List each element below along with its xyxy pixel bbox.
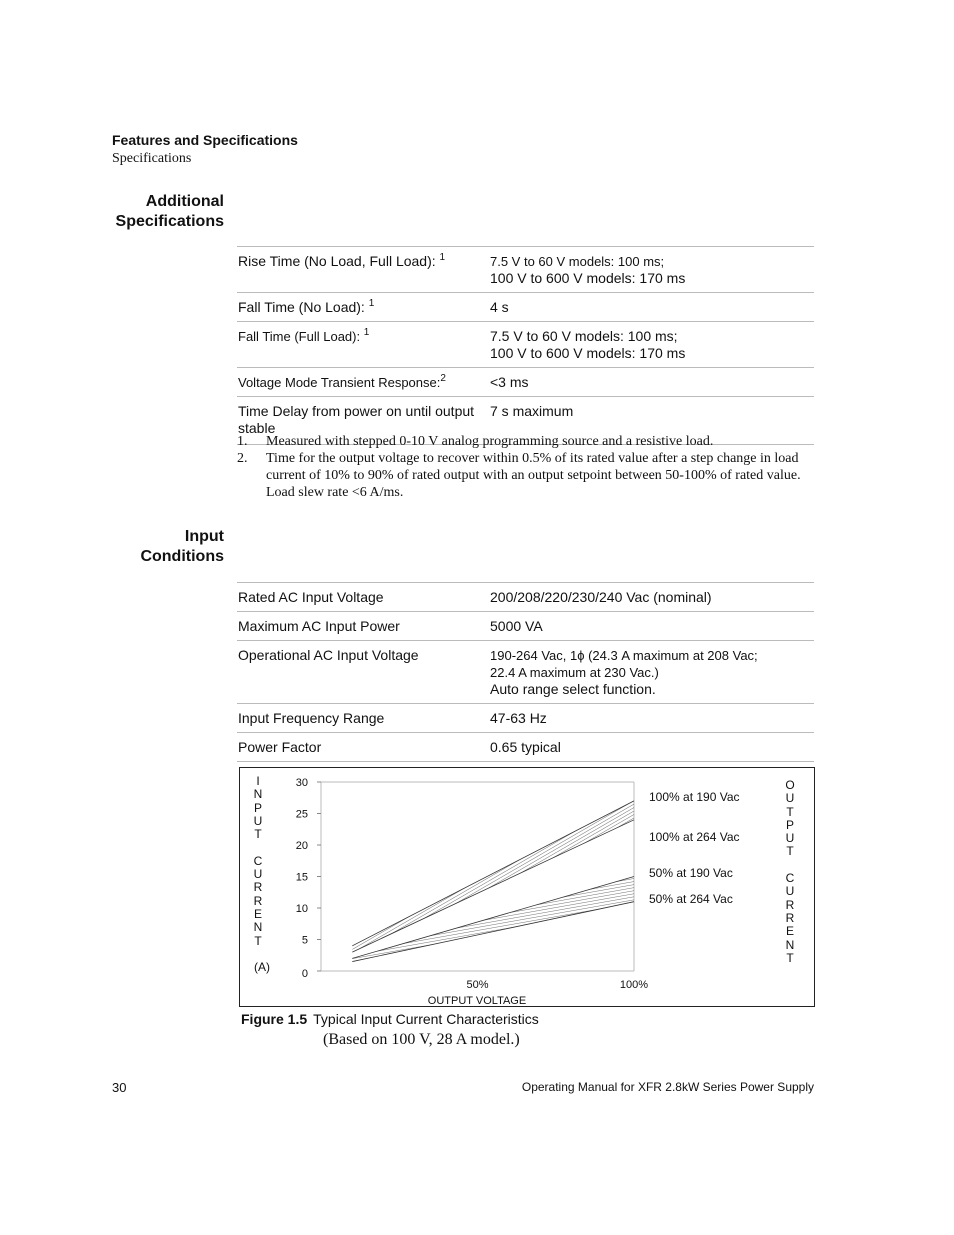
section-heading-line: Additional (145, 193, 224, 210)
spec-value: 7 s maximum (489, 397, 814, 445)
input-conditions-table (237, 582, 814, 762)
table-row (237, 612, 814, 641)
figure-note: (Based on 100 V, 28 A model.) (323, 1031, 520, 1048)
spec-value: 5000 VA (489, 612, 814, 641)
section-heading-line: Input (184, 528, 224, 545)
x-tick-label: 100% (619, 979, 649, 991)
series-label: 100% at 190 Vac (649, 790, 740, 804)
spec-label: Power Factor (237, 733, 489, 762)
spec-value: 47-63 Hz (489, 704, 814, 733)
section-heading-line: Specifications (115, 213, 224, 230)
running-header-title: Features and Specifications (112, 132, 298, 148)
footer-manual-title: Operating Manual for XFR 2.8kW Series Power Supply (521, 1080, 814, 1094)
spec-label: Time Delay from power on until output stable (237, 397, 489, 445)
y-tick-label: 0 (301, 968, 308, 980)
section-heading-additional (80, 192, 224, 232)
spec-value: 7.5 V to 60 V models: 100 ms; 100 V to 600 V models: 170 ms (489, 247, 814, 293)
table-row (237, 293, 814, 322)
spec-label: Rise Time (No Load, Full Load): $^1$ (237, 247, 489, 293)
table-row (237, 247, 814, 293)
series-label: 100% at 264 Vac (649, 830, 740, 844)
series-label: 50% at 264 Vac (649, 892, 733, 906)
y-tick-label: 5 (301, 934, 308, 947)
spec-value: 7.5 V to 60 V models: 100 ms; 100 V to 600 V models: 170 ms (489, 322, 814, 368)
spec-label: Operational AC Input Voltage (237, 641, 489, 704)
table-row (237, 368, 814, 397)
y-tick-label: 15 (295, 871, 308, 884)
spec-value: 190-264 Vac, 1ϕ (24.3 A maximum at 208 Vac; 22.4 A maximum at 230 Vac.) Auto range select function. (489, 641, 814, 704)
spec-value: <3 ms (489, 368, 814, 397)
spec-label: Rated AC Input Voltage (237, 583, 489, 612)
table-row (237, 733, 814, 762)
spec-value: 4 s (489, 293, 814, 322)
spec-value: 200/208/220/230/240 Vac (nominal) (489, 583, 814, 612)
table-row (237, 704, 814, 733)
band-lower-line (352, 820, 634, 952)
band-upper-line (352, 877, 634, 959)
spec-value: 0.65 typical (489, 733, 814, 762)
input-current-figure (239, 767, 815, 1007)
footnotes (237, 433, 814, 501)
spec-label: Fall Time (No Load): $^1$ (237, 293, 489, 322)
y-tick-label: 25 (295, 808, 308, 821)
y-tick-label: 20 (295, 840, 308, 852)
additional-specs-table (237, 246, 814, 445)
y-tick-label: 30 (295, 777, 308, 789)
footnote: 2. Time for the output voltage to recover within 0.5% of its rated value after a step change in load current of 10% to 90% of rated output with an output setpoint between 50-100% of rated value. Load slew rate <6 A/ms. (237, 451, 801, 500)
spec-label: Voltage Mode Transient Response:$^2$ (237, 368, 489, 397)
figure-caption (241, 1011, 539, 1027)
section-heading-line: Conditions (140, 548, 224, 565)
section-heading-input (80, 527, 224, 567)
x-tick-label: 50% (466, 979, 489, 991)
spec-label: Maximum AC Input Power (237, 612, 489, 641)
figure-label: Figure 1.5 (241, 1011, 308, 1027)
input-current-chart (240, 768, 814, 1006)
table-row (237, 322, 814, 368)
y-axis-label-left: I N P U T C U R R E N T (A) (253, 774, 270, 975)
x-axis-label: OUTPUT VOLTAGE (427, 995, 527, 1006)
spec-label: Input Frequency Range (237, 704, 489, 733)
y-axis-label-right: O U T P U T C U R R E N T (785, 778, 795, 965)
table-row (237, 583, 814, 612)
footnote: 1. Measured with stepped 0-10 V analog programming source and a resistive load. (237, 434, 714, 449)
band-area (352, 877, 634, 962)
table-row (237, 641, 814, 704)
spec-label: Fall Time (Full Load): $^1$ (237, 322, 489, 368)
page-number: 30 (112, 1080, 127, 1095)
series-label: 50% at 190 Vac (649, 866, 733, 880)
figure-caption-text: Typical Input Current Characteristics (313, 1011, 539, 1027)
y-tick-label: 10 (295, 903, 308, 915)
running-header-subtitle: Specifications (112, 151, 192, 166)
